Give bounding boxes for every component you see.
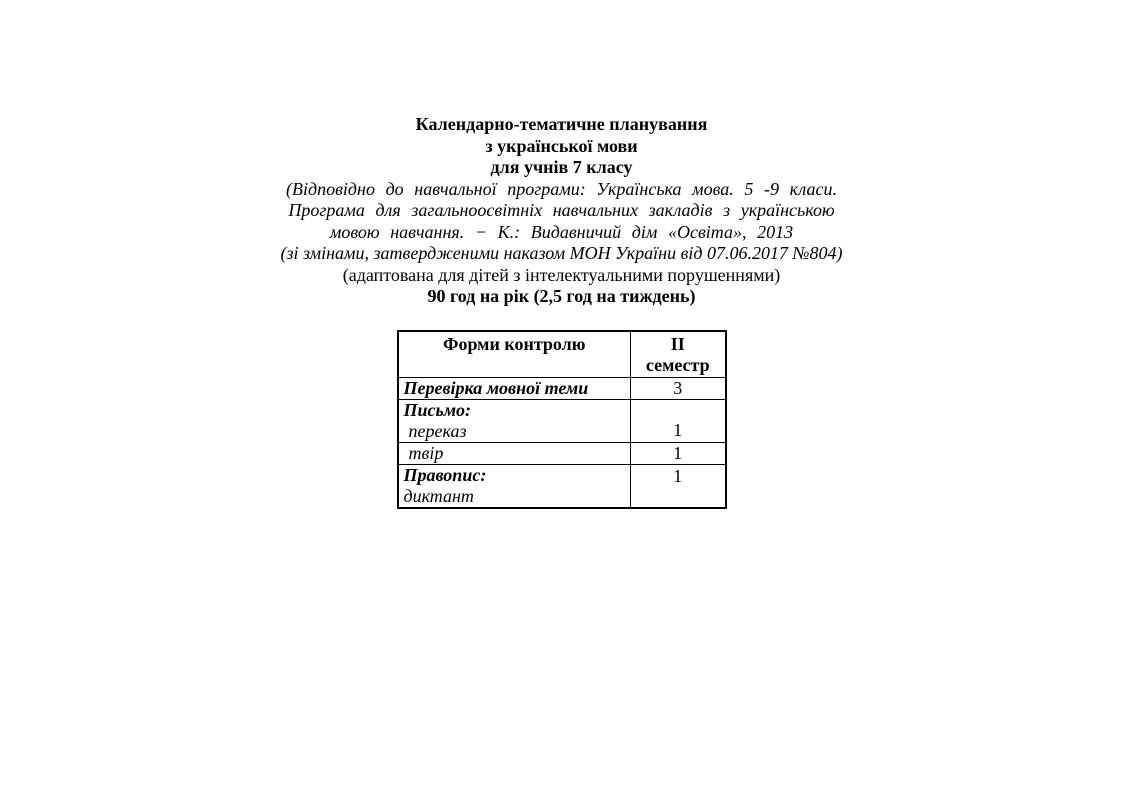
row-perevirka-movnoi-temy xyxy=(398,377,726,399)
title-line-3: для учнів 7 класу xyxy=(490,157,633,177)
row-title: Письмо: xyxy=(403,399,472,420)
title-line-9: 90 год на рік (2,5 год на тиждень) xyxy=(427,286,696,306)
row-pravopys-dyktant xyxy=(398,464,726,508)
title-line-6: мовою навчання. − К.: Видавничий дім «Освіта», 2013 xyxy=(329,221,794,242)
title-line-4: (Відповідно до навчальної програми: Українська мова. 5 -9 класи. xyxy=(286,178,837,199)
title-line-5: Програма для загальноосвітніх навчальних закладів з українською xyxy=(288,200,835,220)
row-item: твір xyxy=(408,442,444,463)
row-title: Правопис: xyxy=(403,464,487,485)
cell-label xyxy=(398,377,631,399)
cell-label xyxy=(398,399,631,442)
row-pysmo-perekaz xyxy=(398,399,726,442)
header-cell-semester xyxy=(631,331,726,378)
cell-value: 1 xyxy=(631,399,726,442)
title-line-1: Календарно-тематичне планування xyxy=(415,114,708,134)
row-tvir xyxy=(398,442,726,464)
header-semester-label: ІІ семестр xyxy=(645,333,710,375)
header-forms-label: Форми контролю xyxy=(442,333,586,354)
header-cell-forms xyxy=(398,331,631,378)
title-block xyxy=(0,0,1123,308)
row-title: Перевірка мовної теми xyxy=(403,377,589,398)
table-header-row xyxy=(398,331,726,378)
title-line-7: (зі змінами, затвердженими наказом МОН України від 07.06.2017 №804) xyxy=(280,243,843,263)
title-line-2: з української мови xyxy=(485,135,638,156)
cell-label xyxy=(398,464,631,508)
control-table-wrapper xyxy=(0,330,1123,509)
title-line-8: (адаптована для дітей з інтелектуальними порушеннями) xyxy=(342,264,781,285)
cell-label xyxy=(398,442,631,464)
cell-value: 3 xyxy=(631,377,726,399)
cell-value: 1 xyxy=(631,442,726,464)
row-item: переказ xyxy=(408,420,467,441)
row-item: диктант xyxy=(403,485,474,506)
cell-value: 1 xyxy=(631,464,726,508)
control-forms-table xyxy=(397,330,727,509)
